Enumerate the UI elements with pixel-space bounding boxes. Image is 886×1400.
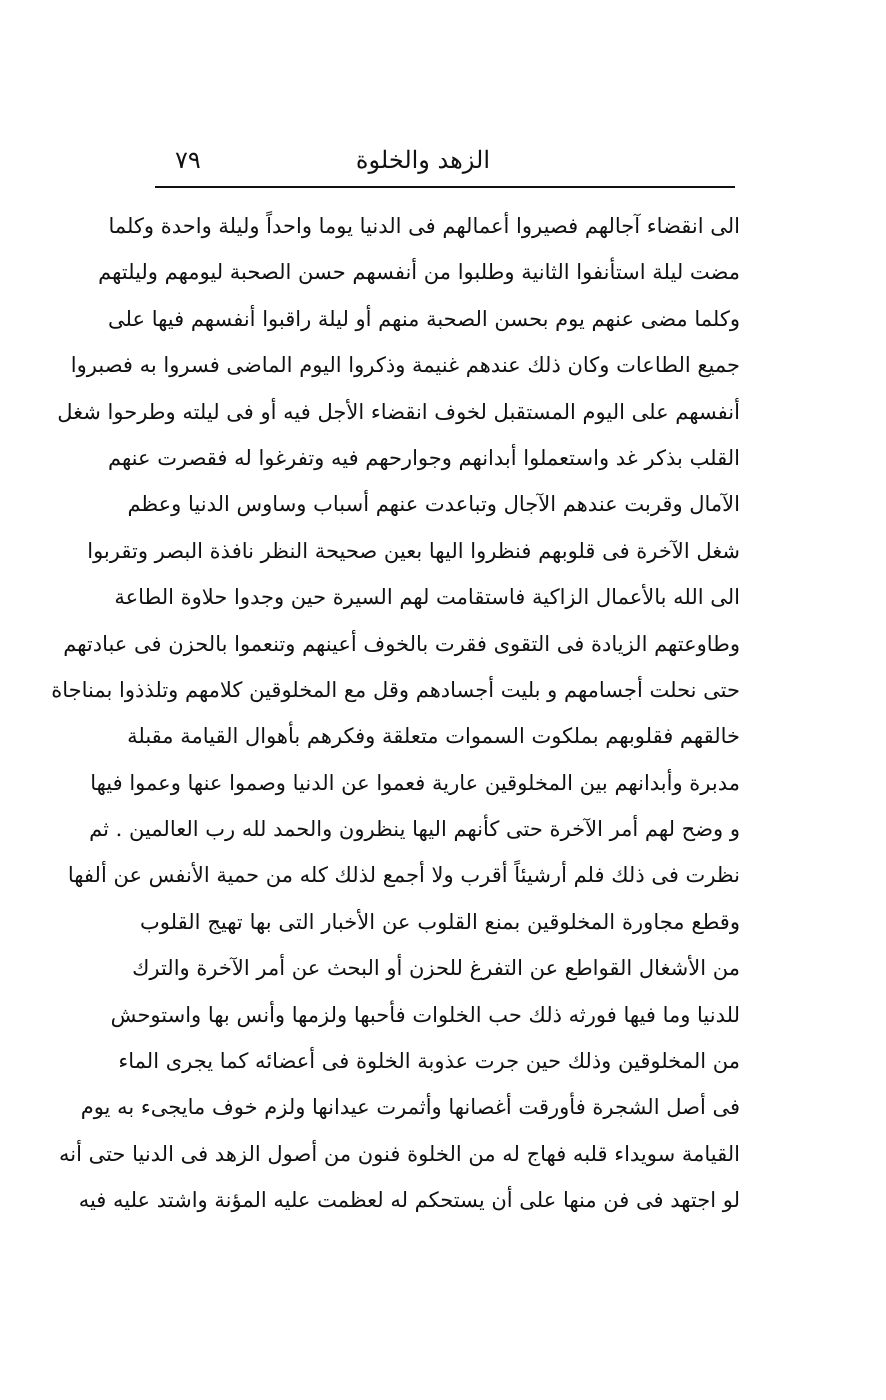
page-number: ٧٩ xyxy=(175,146,201,174)
header-divider xyxy=(155,186,735,188)
running-header xyxy=(155,140,735,182)
text-line: مدبرة وأبدانهم بين المخلوقين عارية فعموا عن الدنيا وصموا عنها وعموا فيها xyxy=(90,770,740,795)
text-line: القلب بذكر غد واستعملوا أبدانهم وجوارحهم فيه وتفرغوا له فقصرت عنهم xyxy=(108,445,740,470)
text-line: فى أصل الشجرة فأورقت أغصانها وأثمرت عيدانها ولزم خوف مايجىء به يوم xyxy=(80,1095,740,1120)
text-line: جميع الطاعات وكان ذلك عندهم غنيمة وذكروا اليوم الماضى فسروا به فصبروا xyxy=(70,353,740,378)
chapter-title: الزهد والخلوة xyxy=(355,146,490,174)
text-line: وطاوعتهم الزيادة فى التقوى فقرت بالخوف أعينهم وتنعموا بالحزن فى عبادتهم xyxy=(63,631,740,656)
text-line: من الأشغال القواطع عن التفرغ للحزن أو البحث عن أمر الآخرة والترك xyxy=(132,956,740,981)
text-line: الآمال وقربت عندهم الآجال وتباعدت عنهم أسباب وساوس الدنيا وعظم xyxy=(127,492,740,517)
text-line: مضت ليلة استأنفوا الثانية وطلبوا من أنفسهم حسن الصحبة ليومهم وليلتهم xyxy=(98,260,740,285)
text-line: و وضح لهم أمر الآخرة حتى كأنهم اليها ينظرون والحمد لله رب العالمين . ثم xyxy=(89,817,740,842)
text-line: وكلما مضى عنهم يوم بحسن الصحبة منهم أو ليلة راقبوا أنفسهم فيها على xyxy=(108,306,740,331)
text-line: نظرت فى ذلك فلم أرشيئاً أقرب ولا أجمع لذلك كله من حمية الأنفس عن ألفها xyxy=(67,863,740,888)
text-line: الى الله بالأعمال الزاكية فاستقامت لهم السيرة حين وجدوا حلاوة الطاعة xyxy=(114,585,740,610)
body-text xyxy=(51,203,740,1224)
text-line: حتى نحلت أجسامهم و بليت أجسادهم وقل مع المخلوقين كلامهم وتلذذوا بمناجاة xyxy=(51,677,740,702)
text-line: الى انقضاء آجالهم فصيروا أعمالهم فى الدنيا يوما واحداً وليلة واحدة وكلما xyxy=(108,214,740,238)
text-line: القيامة سويداء قلبه فهاج له من الخلوة فنون من أصول الزهد فى الدنيا حتى أنه xyxy=(58,1141,740,1166)
text-line: من المخلوقين وذلك حين جرت عذوبة الخلوة فى أعضائه كما يجرى الماء xyxy=(118,1049,740,1074)
text-line: خالقهم فقلوبهم بملكوت السموات متعلقة وفكرهم بأهوال القيامة مقبلة xyxy=(127,724,740,749)
text-line: أنفسهم على اليوم المستقبل لخوف انقضاء الأجل فيه أو فى ليلته وطرحوا شغل xyxy=(57,399,740,424)
text-line: للدنيا وما فيها فورثه ذلك حب الخلوات فأحبها ولزمها وأنس بها واستوحش xyxy=(110,1002,740,1027)
text-line: شغل الآخرة فى قلوبهم فنظروا اليها بعين صحيحة النظر نافذة البصر وتقربوا xyxy=(87,538,740,563)
text-line: وقطع مجاورة المخلوقين بمنع القلوب عن الأخبار التى بها تهيج القلوب xyxy=(140,909,740,934)
text-line: لو اجتهد فى فن منها على أن يستحكم له لعظمت عليه المؤنة واشتد عليه فيه xyxy=(78,1188,740,1213)
